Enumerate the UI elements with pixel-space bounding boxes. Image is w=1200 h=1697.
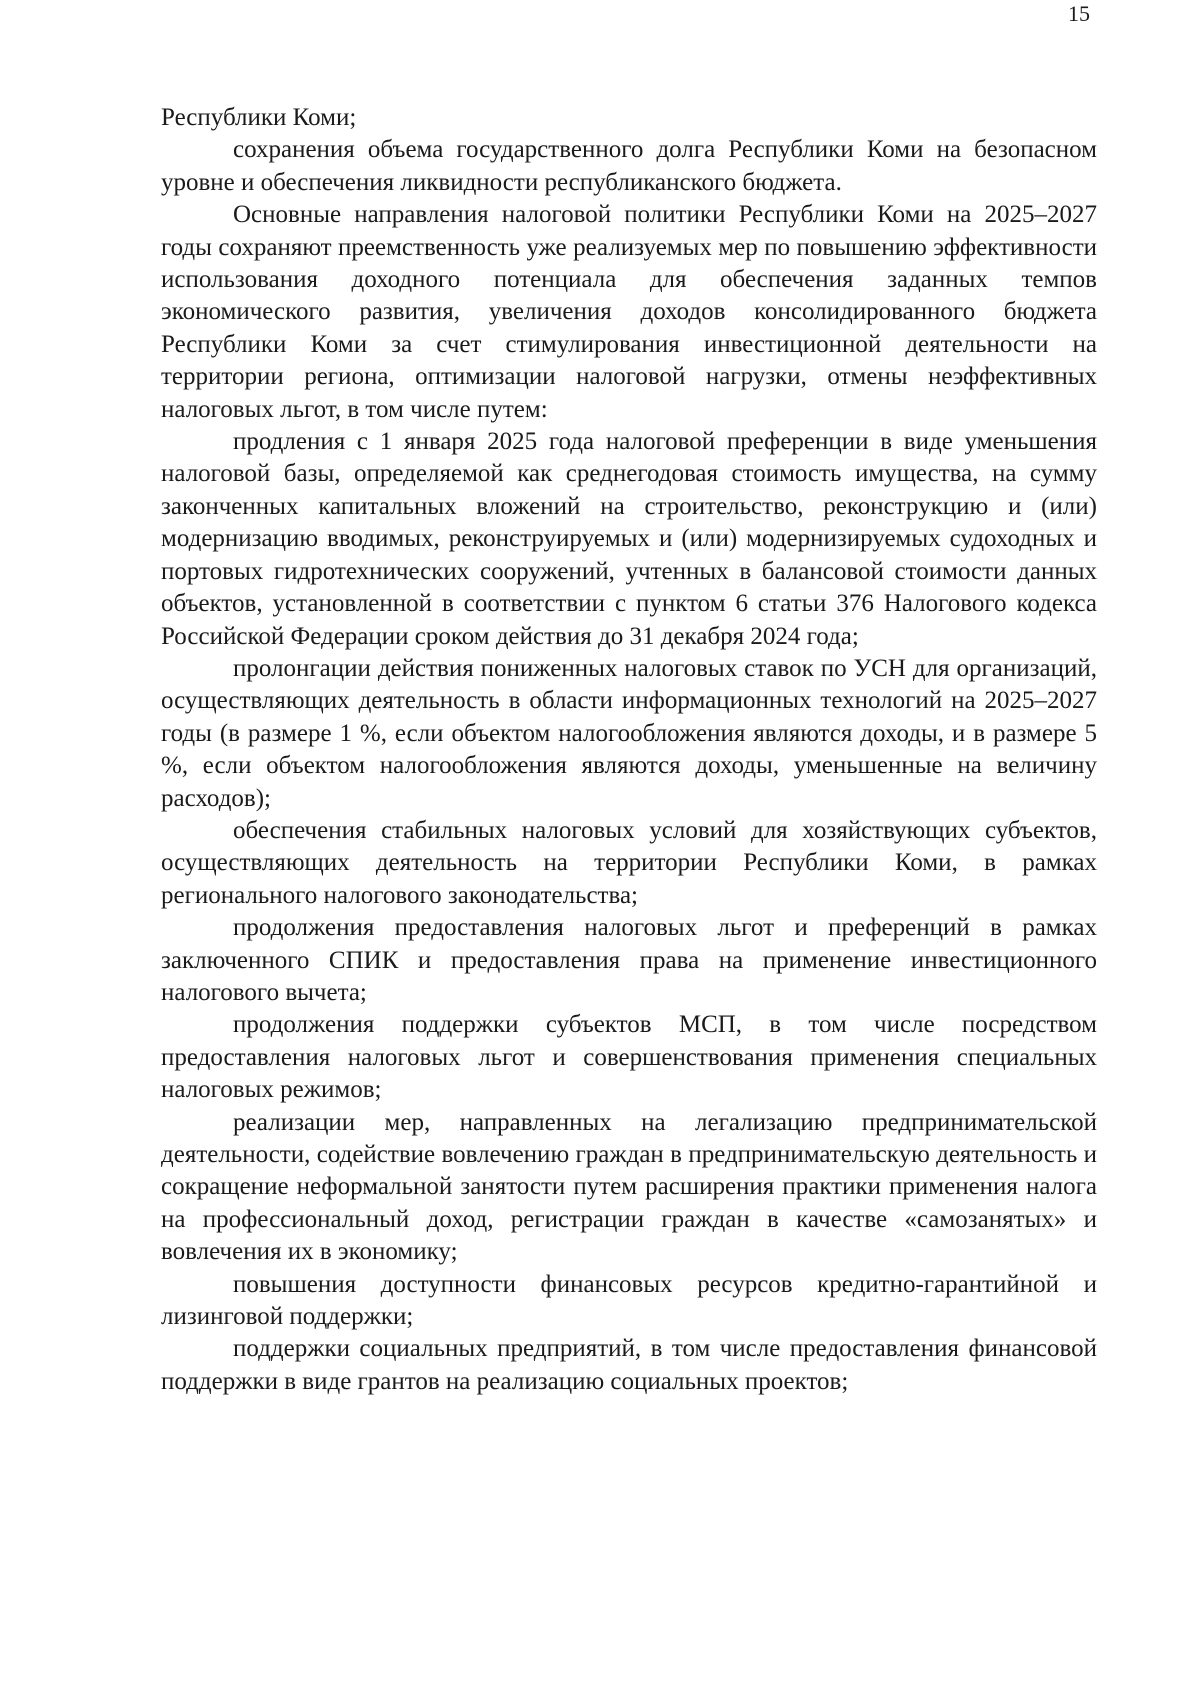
paragraph: продолжения предоставления налоговых льгот и преференций в рамках заключенного СПИК и предоставления права на применение инвестиционного налогового вычета; (161, 914, 1097, 1006)
page-number: 15 (1068, 1, 1090, 26)
paragraph: повышения доступности финансовых ресурсов кредитно-гарантийной и лизинговой поддержки; (161, 1270, 1097, 1331)
paragraph: реализации мер, направленных на легализацию предпринимательской деятельности, содействие вовлечению граждан в предпринимательскую деятельность и сокращение неформальной занятости путем расширения практики применения налога на профессиональный доход, регистрации граждан в качестве «самозанятых» и вовлечения их в экономику; (161, 1108, 1097, 1266)
paragraph: продления с 1 января 2025 года налоговой преференции в виде уменьшения налоговой базы, определяемой как среднегодовая стоимость имущества, на сумму законченных капитальных вложений на строительство, реконструкцию и (или) модернизацию вводимых, реконструируемых и (или) модернизируемых судоходных и портовых гидротехнических сооружений, учтенных в балансовой стоимости данных объектов, установленной в соответствии с пунктом 6 статьи 376 Налогового кодекса Российской Федерации сроком действия до 31 декабря 2024 года; (161, 428, 1097, 650)
paragraph: поддержки социальных предприятий, в том числе предоставления финансовой поддержки в виде грантов на реализацию социальных проектов; (161, 1335, 1097, 1395)
paragraph-continuation: Республики Коми; (161, 104, 357, 131)
document-body (161, 102, 1097, 1398)
paragraph: Основные направления налоговой политики Республики Коми на 2025–2027 годы сохраняют преемственность уже реализуемых мер по повышению эффективности использования доходного потенциала для обеспечения заданных темпов экономического развития, увеличения доходов консолидированного бюджета Республики Коми за счет стимулирования инвестиционной деятельности на территории региона, оптимизации налоговой нагрузки, отмены неэффективных налоговых льгот, в том числе путем: (161, 201, 1097, 423)
paragraph: обеспечения стабильных налоговых условий для хозяйствующих субъектов, осуществляющих деятельность на территории Республики Коми, в рамках регионального налогового законодательства; (161, 816, 1097, 909)
paragraph: сохранения объема государственного долга Республики Коми на безопасном уровне и обеспечения ликвидности республиканского бюджета. (161, 136, 1097, 196)
paragraph: пролонгации действия пониженных налоговых ставок по УСН для организаций, осуществляющих деятельность в области информационных технологий на 2025–2027 годы (в размере 1 %, если объектом налогообложения являются доходы, и в размере 5 %, если объектом налогообложения являются доходы, уменьшенные на величину расходов); (161, 654, 1097, 812)
paragraph: продолжения поддержки субъектов МСП, в том числе посредством предоставления налоговых льгот и совершенствования применения специальных налоговых режимов; (161, 1011, 1097, 1104)
